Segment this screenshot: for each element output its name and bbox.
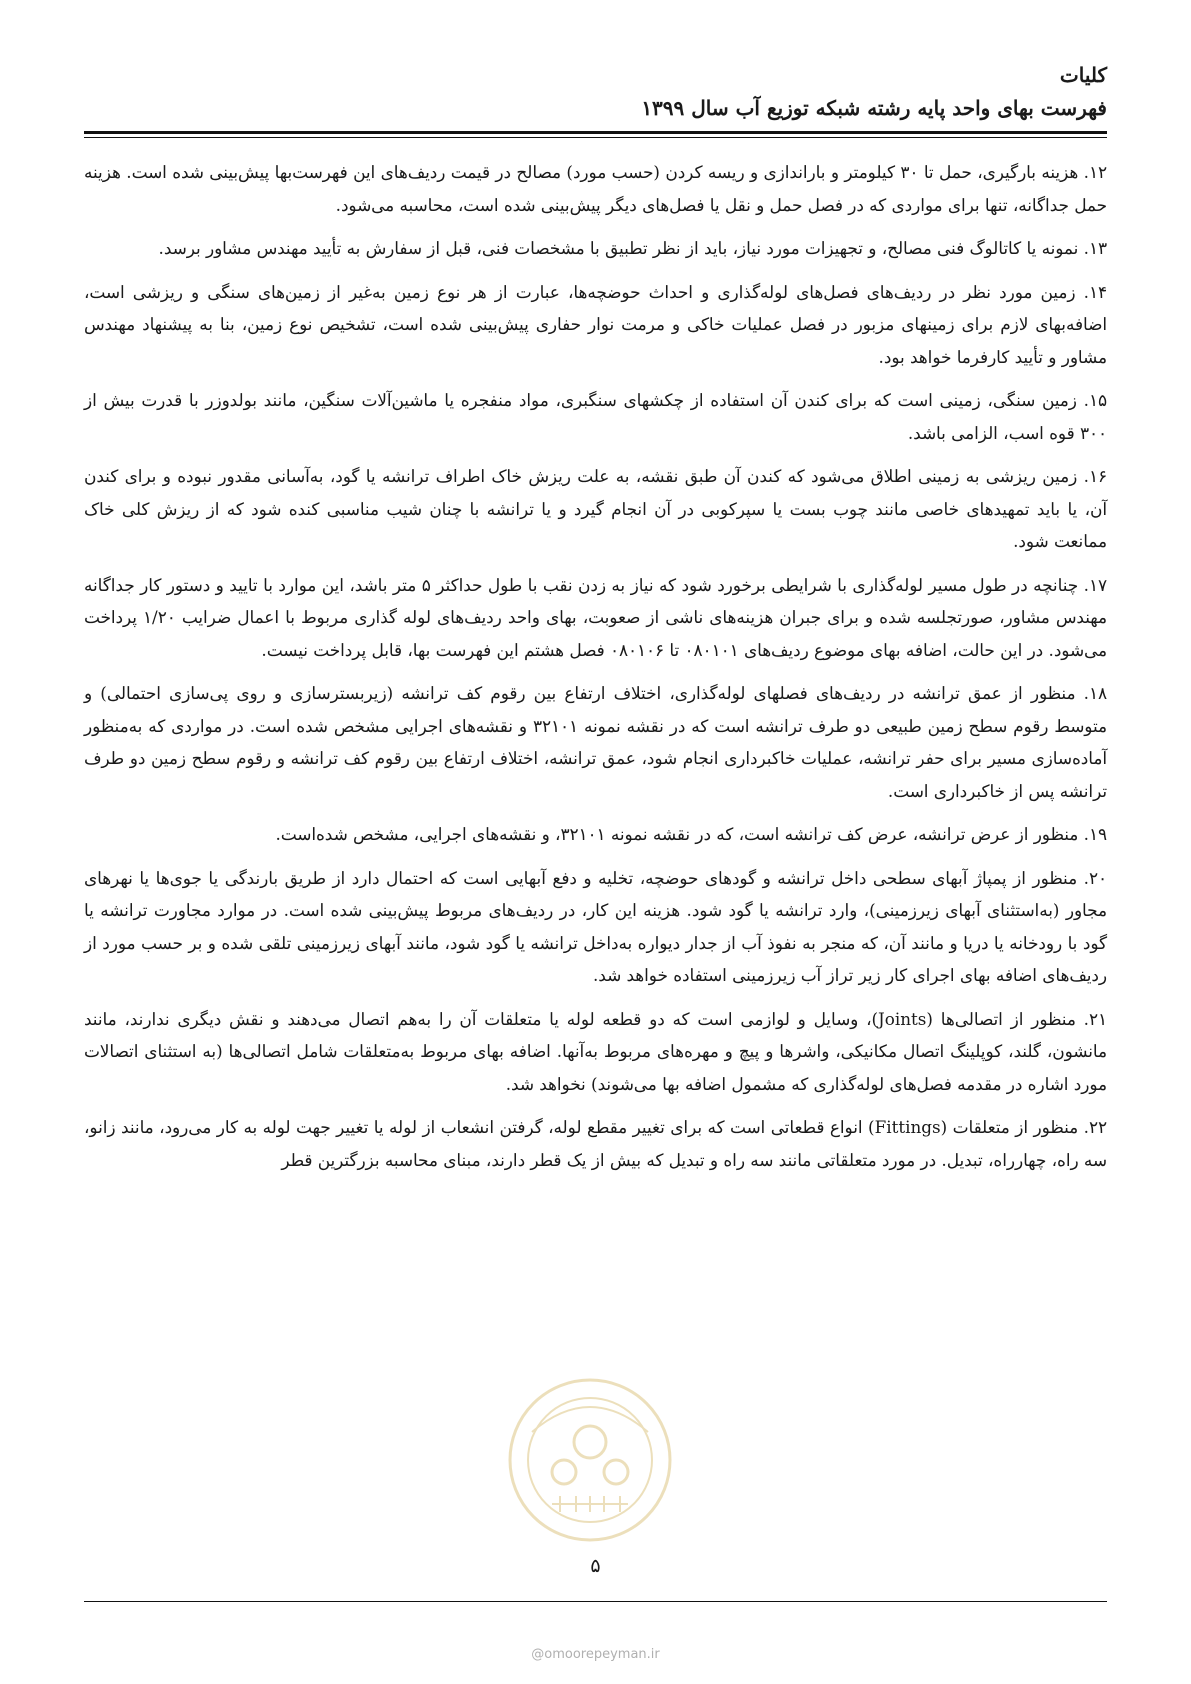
footer-rule [84,1601,1107,1602]
clause-13: ۱۳. نمونه یا کاتالوگ فنی مصالح، و تجهیزات مورد نیاز، باید از نظر تطبیق با مشخصات فنی، قبل از سفارش به تأیید مهندس مشاور برسد. [158,238,1107,258]
clause-14: ۱۴. زمین مورد نظر در ردیف‌های فصل‌های لوله‌گذاری و احداث حوضچه‌ها، عبارت از هر نوع زمین به‌غیر از زمین‌های سنگی و ریزشی است، اضافه‌بهای لازم برای زمینهای مزبور در فصل عملیات خاکی و مرمت نوار حفاری پیش‌بینی شده است، تشخیص نوع زمین، بنا به پیشنهاد مهندس مشاور و تأیید کارفرما خواهد بود. [84,281,1107,367]
clause-20: ۲۰. منظور از پمپاژ آبهای سطحی داخل ترانشه و گودهای حوضچه، تخلیه و دفع آبهایی است که احتمال دارد از طریق بارندگی یا جوی‌ها یا نهرهای مجاور (به‌استثنای آبهای زیرزمینی)، وارد ترانشه یا گود شود. هزینه این کار، در ردیف‌های مربوط پیش‌بینی شده است. در موارد مجاورت ترانشه یا گود با رودخانه یا دریا و مانند آن، که منجر به نفوذ آب از جدار دیواره به‌داخل ترانشه یا گود شود، مانند آبهای زیرزمینی تلقی شده و بر حسب مورد از ردیف‌های اضافه بهای اجرای کار زیر تراز آب زیرزمینی استفاده خواهد شد. [84,867,1107,985]
page-number: ۵ [590,1555,601,1577]
watermark-logo-icon [502,1372,678,1548]
page-header [84,58,1107,124]
clause-22: ۲۲. منظور از متعلقات (Fittings) انواع قطعاتی است که برای تغییر مقطع لوله، گرفتن انشعاب از لوله یا تغییر جهت لوله به کار می‌رود، مانند زانو، سه راه، چهارراه، تبدیل. در مورد متعلقاتی مانند سه راه و تبدیل که بیش از یک قطر دارند، مبنای محاسبه بزرگترین قطر [84,1117,1107,1170]
header-rule-thick [84,131,1107,134]
clause-16: ۱۶. زمین ریزشی به زمینی اطلاق می‌شود که کندن آن طبق نقشه، به علت ریزش خاک اطراف ترانشه یا گود، به‌آسانی مقدور نبوده و برای کندن آن، یا باید تمهیدهای خاصی مانند چوب بست یا سپرکوبی در آن انجام گیرد و یا ترانشه با چنان شیب مناسبی کنده شود که از ریزش کلی خاک ممانعت شود. [84,466,1107,551]
clause-19: ۱۹. منظور از عرض ترانشه، عرض کف ترانشه است، که در نقشه نمونه ۳۲۱۰۱، و نقشه‌های اجرایی، مشخص شده‌است. [275,824,1107,844]
header-rule-thin [84,137,1107,138]
clause-17: ۱۷. چنانچه در طول مسیر لوله‌گذاری با شرایطی برخورد شود که نیاز به زدن نقب با طول حداکثر ۵ متر باشد، این موارد با تایید و دستور کار جداگانه مهندس مشاور، صورتجلسه شده و برای جبران هزینه‌های ناشی از صعوبت، بهای واحد ردیف‌های لوله گذاری مربوط با اعمال ضرایب ۱/۲۰ پرداخت می‌شود. در این حالت، اضافه بهای موضوع ردیف‌های ۰۸۰۱۰۱ تا ۰۸۰۱۰۶ فصل هشتم این فهرست بها، قابل پرداخت نیست. [84,574,1107,660]
clause-15: ۱۵. زمین سنگی، زمینی است که برای کندن آن استفاده از چکشهای سنگبری، مواد منفجره یا ماشین‌آلات سنگین، مانند بولدوزر با قدرت بیش از ۳۰۰ قوه اسب، الزامی باشد. [84,390,1107,443]
section-title: کلیات [1059,63,1107,87]
footer-website: @omoorepeyman.ir [531,1647,660,1662]
clause-12: ۱۲. هزینه بارگیری، حمل تا ۳۰ کیلومتر و باراندازی و ریسه کردن (حسب مورد) مصالح در قیمت ردیف‌های این فهرست‌بها پیش‌بینی شده است. هزینه حمل جداگانه، تنها برای مواردی که در فصل حمل و نقل یا فصل‌های دیگر پیش‌بینی شده است، محاسبه می‌شود. [84,162,1107,215]
body-text [84,156,1107,1187]
document-title: فهرست بهای واحد پایه رشته شبکه توزیع آب سال ۱۳۹۹ [641,96,1107,120]
clause-21: ۲۱. منظور از اتصالی‌ها (Joints)، وسایل و لوازمی است که دو قطعه لوله یا متعلقات آن را به‌هم اتصال می‌دهند و نقش دیگری ندارند، مانند مانشون، گلند، کوپلینگ اتصال مکانیکی، واشرها و پیچ و مهره‌های مربوط به‌آنها. اضافه بهای مربوط به‌متعلقات شامل اتصالی‌ها (به استثنای اتصالات مورد اشاره در مقدمه فصل‌های لوله‌گذاری که مشمول اضافه بها می‌شوند) نخواهد شد. [84,1008,1107,1094]
clause-18: ۱۸. منظور از عمق ترانشه در ردیف‌های فصلهای لوله‌گذاری، اختلاف ارتفاع بین رقوم کف ترانشه (زیربسترسازی و روی پی‌سازی احتمالی) و متوسط رقوم سطح زمین طبیعی دو طرف ترانشه است که در نقشه نمونه ۳۲۱۰۱ و نقشه‌های اجرایی مشخص شده است. در مواردی که به‌منظور آماده‌سازی مسیر برای حفر ترانشه، عملیات خاکبرداری انجام شود، عمق ترانشه، اختلاف ارتفاع بین رقوم کف ترانشه و رقوم سطح زمین دو طرف ترانشه پس از خاکبرداری است. [84,683,1107,801]
